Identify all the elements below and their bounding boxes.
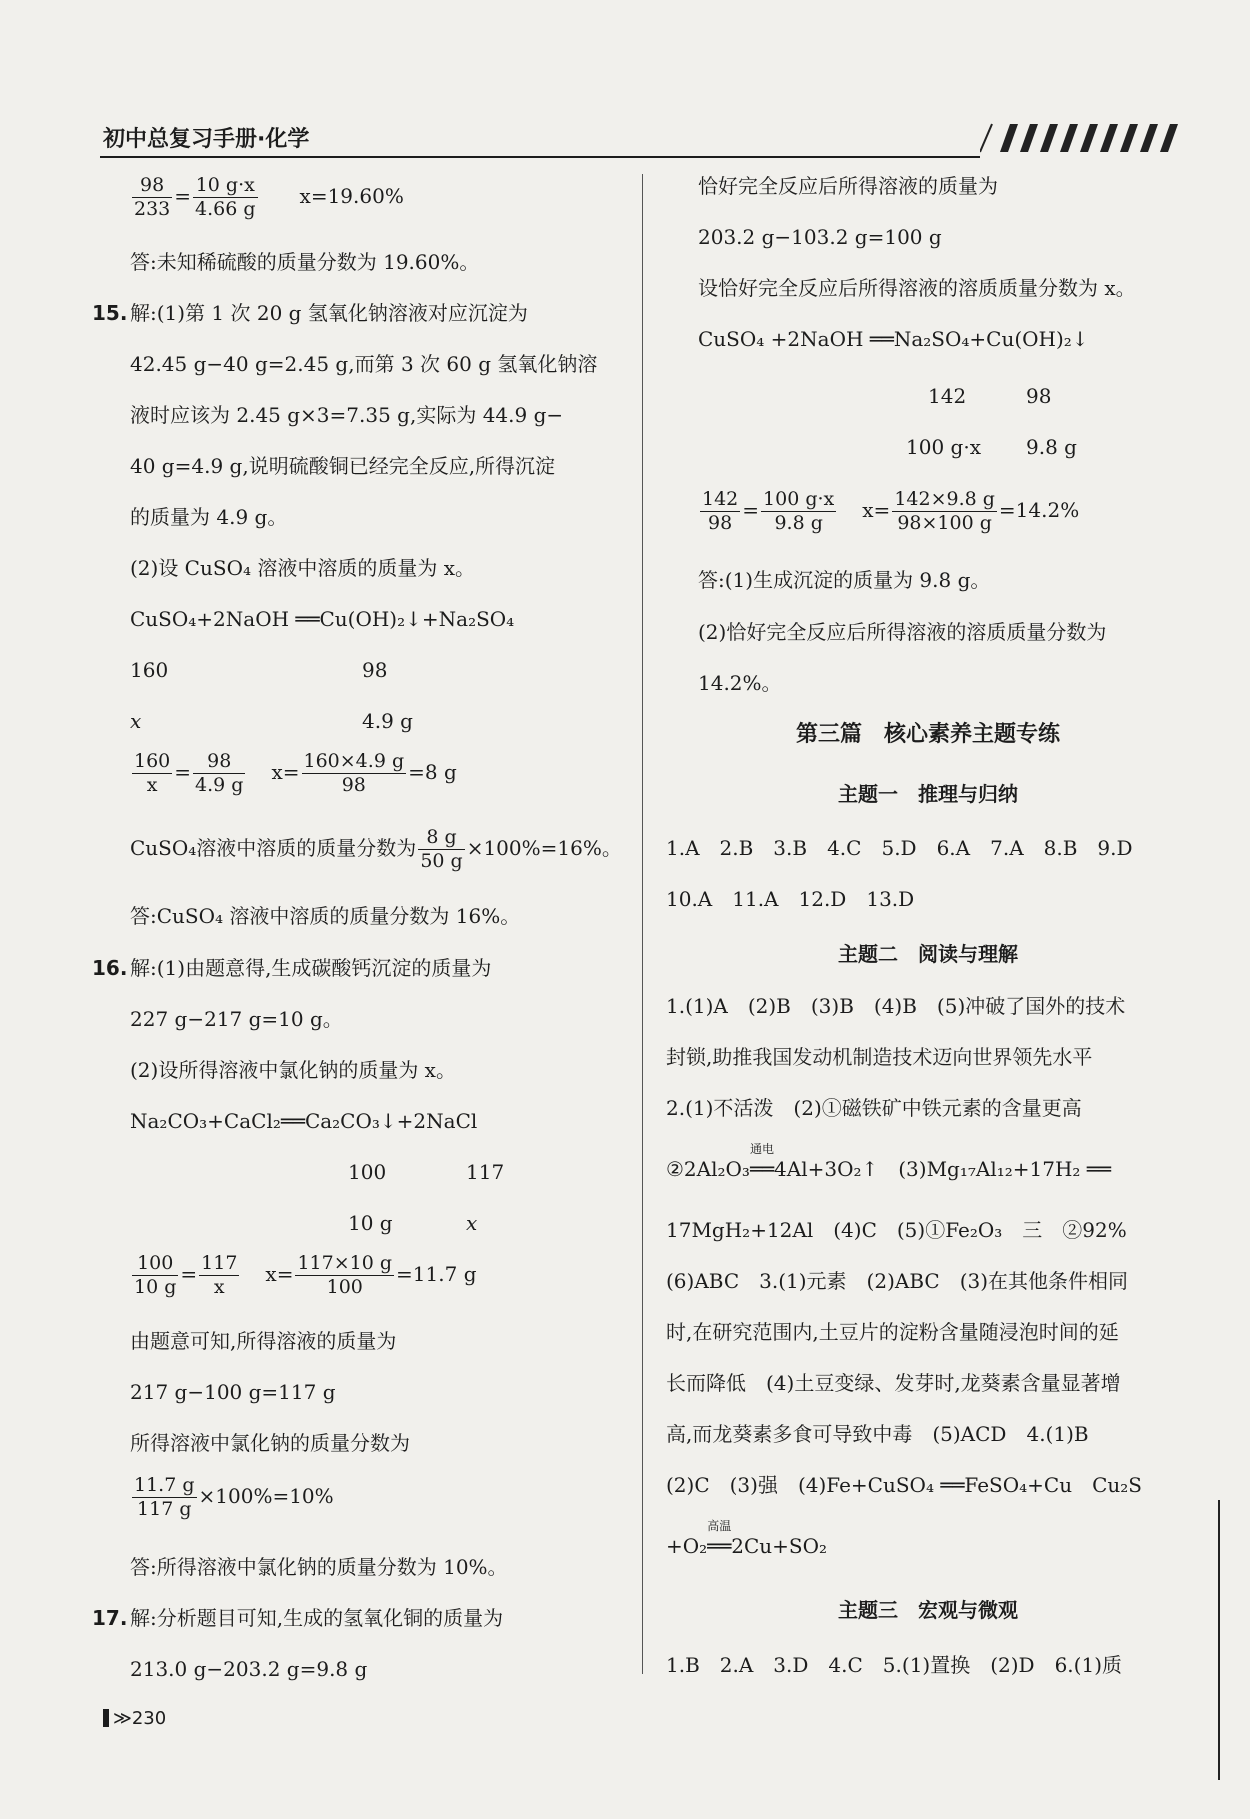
text-line: 恰好完全反应后所得溶液的质量为 [698,174,998,198]
mass-fraction-line [130,828,622,871]
text-line: 213.0 g−203.2 g=9.8 g [130,1657,368,1681]
page-edge-line [1218,1500,1220,1780]
chemical-equation: Na₂CO₃+CaCl₂══Ca₂CO₃↓+2NaCl [130,1109,478,1133]
x-equals: x= [265,1262,294,1286]
result: x=19.60% [299,184,404,208]
question-number-15: 15. [92,301,128,325]
result: =14.2% [998,498,1080,522]
answer-key-line: 时,在研究范围内,土豆片的淀粉含量随浸泡时间的延 [666,1320,1119,1344]
molar-mass: 100 [348,1160,387,1184]
topic-heading: 主题一 推理与归纳 [838,782,1018,806]
text-line: 的质量为 4.9 g。 [130,505,288,529]
reaction-arrow [707,1519,732,1558]
text-line: 解:(1)第 1 次 20 g 氢氧化钠溶液对应沉淀为 [130,301,528,325]
denominator: 4.9 g [195,774,244,796]
fraction [761,490,836,533]
mass-value: 10 g [348,1211,393,1235]
answer-line: 答:CuSO₄ 溶液中溶质的质量分数为 16%。 [130,904,521,928]
fraction [302,752,407,795]
fraction [132,176,172,219]
numerator: 142×9.8 g [894,488,995,510]
molar-mass: 142 [928,384,967,408]
text-line: 由题意可知,所得溶液的质量为 [130,1329,397,1353]
question-number-16: 16. [92,956,128,980]
eq-line-1: $\frac{98}{233}$ = $\frac{10 g\cdot x}{4.66 g}$ x=19.60% [134,174,404,220]
mass-fraction-line [130,1476,334,1519]
molar-mass: 98 [362,658,388,682]
denominator: x [213,1276,225,1298]
denominator: 98 [708,512,733,534]
numerator: 100 g·x [763,488,835,510]
section-title: 第三篇 核心素养主题专练 [795,722,1060,747]
unknown: x [130,709,142,733]
numerator: 11.7 g [134,1474,195,1496]
answer-key-line: 长而降低 (4)土豆变绿、发芽时,龙葵素含量显著增 [666,1371,1121,1395]
numerator: 117 [201,1252,238,1274]
answer-line: 答:(1)生成沉淀的质量为 9.8 g。 [698,568,991,592]
double-chevron-icon: ≫ [113,1708,132,1729]
denominator: 9.8 g [774,512,823,534]
fraction [193,752,245,795]
mass-value: 100 g·x [906,435,981,459]
answer-key-line: 10.A 11.A 12.D 13.D [666,887,915,911]
text-line: 203.2 g−103.2 g=100 g [698,225,942,249]
text-line: 解:(1)由题意得,生成碳酸钙沉淀的质量为 [130,956,492,980]
header-rule [100,156,980,158]
denominator: 98×100 g [897,512,992,534]
answer-key-line: 高,而龙葵素多食可导致中毒 (5)ACD 4.(1)B [666,1422,1089,1446]
reaction-condition: 高温 [707,1519,732,1533]
text-line: 14.2%。 [698,671,782,695]
text-line: 解:分析题目可知,生成的氢氧化铜的质量为 [130,1606,504,1630]
mass-value: 9.8 g [1026,435,1077,459]
denominator: 117 g [137,1498,192,1520]
fraction [700,490,740,533]
page-number: 230 [131,1708,167,1729]
ratio-equation: $\frac{142}{98}$ = $\frac{100 g\cdot x}{9.8 g}$ x= $\frac{142\times 9.8 g}{98\times 100 g}$ =14.2% [702,488,1080,534]
footer-bar-icon [103,1709,109,1727]
question-number-17: 17. [92,1606,128,1630]
numerator: 160 [134,750,171,772]
answer-key-line: (2)C (3)强 (4)Fe+CuSO₄ ══FeSO₄+Cu Cu₂S [666,1473,1142,1497]
numerator: 10 g·x [193,176,258,198]
answer-key-line: 17MgH₂+12Al (4)C (5)①Fe₂O₃ 三 ②92% [666,1218,1127,1242]
numerator: 142 [702,488,739,510]
molar-mass: 98 [1026,384,1052,408]
fraction [295,1254,394,1297]
molar-mass: 117 [466,1160,505,1184]
denominator: 233 [134,198,171,220]
text-line: (2)设所得溶液中氯化钠的质量为 x。 [130,1058,456,1082]
chemical-equation: CuSO₄+2NaOH ══Cu(OH)₂↓+Na₂SO₄ [130,607,515,631]
numerator: 98 [193,752,245,774]
fraction [132,1254,178,1297]
mass-value: 4.9 g [362,709,413,733]
answer-key-line: (6)ABC 3.(1)元素 (2)ABC (3)在其他条件相同 [666,1269,1129,1293]
answer-key-line: 1.A 2.B 3.B 4.C 5.D 6.A 7.A 8.B 9.D [666,836,1133,860]
text-line: 217 g−100 g=117 g [130,1380,336,1404]
fraction [132,752,172,795]
text-line: 40 g=4.9 g,说明硫酸铜已经完全反应,所得沉淀 [130,454,556,478]
text-line: (2)设 CuSO₄ 溶液中溶质的质量为 x。 [130,556,475,580]
text: ②2Al₂O₃ [666,1157,750,1181]
answer-key-line: 1.(1)A (2)B (3)B (4)B (5)冲破了国外的技术 [666,994,1126,1018]
denominator: 98 [341,774,366,796]
text: 2Cu+SO₂ [731,1534,828,1558]
denominator: x [146,774,158,796]
text-line: (2)恰好完全反应后所得溶液的溶质质量分数为 [698,620,1107,644]
denominator: 10 g [134,1276,177,1298]
numerator: 117×10 g [297,1252,393,1274]
answer-key-line: 1.B 2.A 3.D 4.C 5.(1)置换 (2)D 6.(1)质 [666,1653,1122,1677]
denominator: 50 g [420,850,463,872]
text: +O₂ [666,1534,708,1558]
text: 4Al+3O₂↑ (3)Mg₁₇Al₁₂+17H₂ ══ [774,1157,1111,1181]
answer-line: 答:未知稀硫酸的质量分数为 19.60%。 [130,250,480,274]
text: ×100%=16%。 [466,836,622,860]
molar-mass: 160 [130,658,169,682]
fraction [418,828,464,871]
text: ×100%=10% [198,1484,334,1508]
answer-key-line: 封锁,助推我国发动机制造技术迈向世界领先水平 [666,1045,1093,1069]
fraction [193,176,258,219]
result: =11.7 g [396,1262,477,1286]
reaction-condition: 通电 [749,1142,774,1156]
answer-key-line [666,1142,1111,1181]
chemical-equation: CuSO₄ +2NaOH ══Na₂SO₄+Cu(OH)₂↓ [698,327,1089,351]
arrow: ══ [749,1157,775,1181]
x-equals: x= [862,498,891,522]
numerator: 8 g [418,828,464,850]
ratio-equation: $\frac{160}{x}$ = $\frac{98}{4.9 g}$ x= $\frac{160\times 4.9 g}{98}$ =8 g [134,750,457,796]
column-divider [642,174,643,1674]
numerator: 100 [132,1254,178,1276]
x-equals: x= [271,760,300,784]
topic-heading: 主题三 宏观与微观 [838,1598,1018,1622]
text-line: 227 g−217 g=10 g。 [130,1007,343,1031]
page-footer [103,1708,166,1729]
running-header: 初中总复习手册·化学 [103,127,310,152]
result: =8 g [408,760,457,784]
fraction [892,490,997,533]
numerator: 98 [132,176,172,198]
numerator: 160×4.9 g [303,750,405,772]
text-line: 42.45 g−40 g=2.45 g,而第 3 次 60 g 氢氧化钠溶 [130,352,598,376]
arrow: ══ [707,1534,732,1558]
answer-line: 答:所得溶液中氯化钠的质量分数为 10%。 [130,1555,508,1579]
ratio-equation: $\frac{100}{10 g}$ = $\frac{117}{x}$ x= $\frac{117\times 10 g}{100}$ =11.7 g [134,1252,477,1298]
text: CuSO₄溶液中溶质的质量分数为 [130,836,417,860]
topic-heading: 主题二 阅读与理解 [838,942,1018,966]
fraction [199,1254,239,1297]
reaction-arrow [749,1142,775,1181]
denominator: 4.66 g [195,198,256,220]
text-line: 设恰好完全反应后所得溶液的溶质质量分数为 x。 [698,276,1136,300]
answer-key-line [666,1519,828,1558]
text-line: 所得溶液中氯化钠的质量分数为 [130,1431,410,1455]
text-line: 液时应该为 2.45 g×3=7.35 g,实际为 44.9 g− [130,403,564,427]
answer-key-line: 2.(1)不活泼 (2)①磁铁矿中铁元素的含量更高 [666,1096,1082,1120]
denominator: 100 [326,1276,363,1298]
header-stripes-decoration [980,122,1190,154]
fraction [132,1476,197,1519]
unknown: x [466,1211,478,1235]
